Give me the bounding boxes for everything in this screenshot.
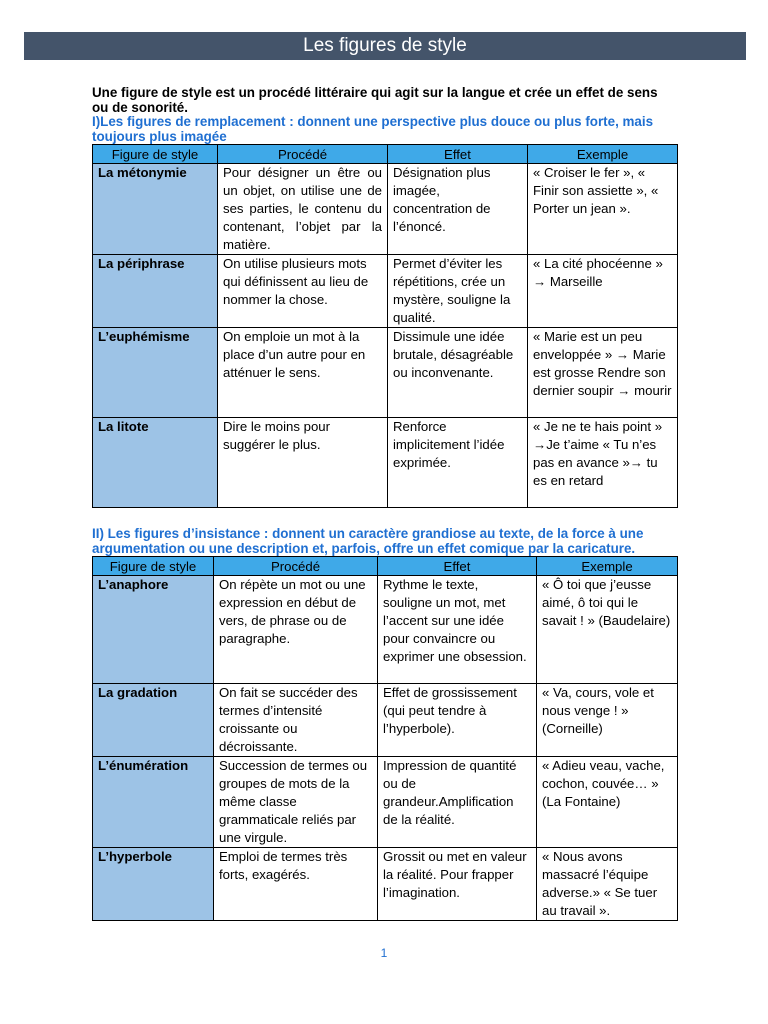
- table-row: [93, 164, 678, 255]
- page-number: 1: [380, 946, 388, 960]
- figure-effet: Effet de grossissement (qui peut tendre à l’hyperbole).: [378, 684, 537, 757]
- figure-name: L’anaphore: [93, 576, 214, 684]
- figure-exemple: « Ô toi que j’eusse aimé, ô toi qui le savait ! » (Baudelaire): [537, 576, 678, 684]
- figure-effet: Grossit ou met en valeur la réalité. Pour frapper l’imagination.: [378, 848, 537, 921]
- section-2-heading: II) Les figures d’insistance : donnent un caractère grandiose au texte, de la force à une argumentation ou une description et, parfois, offre un effet comique par la caricature.: [92, 526, 644, 556]
- figure-name: La litote: [93, 418, 218, 508]
- column-header-exemple: Exemple: [537, 557, 678, 576]
- table-row: [93, 255, 678, 328]
- figure-name: L’hyperbole: [93, 848, 214, 921]
- figure-procede: Dire le moins pour suggérer le plus.: [218, 418, 388, 508]
- table-header-row: [93, 145, 678, 164]
- column-header-exemple: Exemple: [528, 145, 678, 164]
- column-header-procede: Procédé: [214, 557, 378, 576]
- figure-name: L’énumération: [93, 757, 214, 848]
- table-row: [93, 757, 678, 848]
- document-body: [92, 85, 677, 921]
- table-row: [93, 684, 678, 757]
- column-header-procede: Procédé: [218, 145, 388, 164]
- column-header-effet: Effet: [388, 145, 528, 164]
- column-header-figure: Figure de style: [93, 557, 214, 576]
- figure-effet: Renforce implicitement l’idée exprimée.: [388, 418, 528, 508]
- figure-exemple: « Croiser le fer », « Finir son assiette », « Porter un jean ».: [528, 164, 678, 255]
- figure-exemple: « Marie est un peu enveloppée » → Marie est grosse Rendre son dernier soupir → mourir: [528, 328, 678, 418]
- figure-name: La périphrase: [93, 255, 218, 328]
- column-header-effet: Effet: [378, 557, 537, 576]
- figure-effet: Rythme le texte, souligne un mot, met l’accent sur une idée pour convaincre ou exprimer une obsession.: [378, 576, 537, 684]
- column-header-figure: Figure de style: [93, 145, 218, 164]
- figure-exemple: « Nous avons massacré l’équipe adverse.» « Se tuer au travail ».: [537, 848, 678, 921]
- figure-name: La gradation: [93, 684, 214, 757]
- figure-name: La métonymie: [93, 164, 218, 255]
- table-row: [93, 848, 678, 921]
- intro-paragraph: Une figure de style est un procédé littéraire qui agit sur la langue et crée un effet de sens ou de sonorité.: [92, 85, 658, 115]
- figure-exemple: « Va, cours, vole et nous venge ! » (Corneille): [537, 684, 678, 757]
- figure-exemple: « La cité phocéenne » → Marseille: [528, 255, 678, 328]
- figure-procede: On répète un mot ou une expression en début de vers, de phrase ou de paragraphe.: [214, 576, 378, 684]
- figure-procede: On utilise plusieurs mots qui définissent au lieu de nommer la chose.: [218, 255, 388, 328]
- figure-procede: On fait se succéder des termes d’intensité croissante ou décroissante.: [214, 684, 378, 757]
- figure-effet: Permet d’éviter les répétitions, crée un mystère, souligne la qualité.: [388, 255, 528, 328]
- figure-procede: Pour désigner un être ou un objet, on utilise une de ses parties, le contenu du contenant, l’objet par la matière.: [218, 164, 388, 255]
- section-1-heading: I)Les figures de remplacement : donnent une perspective plus douce ou plus forte, mais toujours plus imagée: [92, 114, 654, 144]
- replacement-figures-table: [92, 144, 678, 508]
- insistence-figures-table: [92, 556, 678, 921]
- figure-name: L’euphémisme: [93, 328, 218, 418]
- figure-procede: Emploi de termes très forts, exagérés.: [214, 848, 378, 921]
- figure-procede: On emploie un mot à la place d’un autre pour en atténuer le sens.: [218, 328, 388, 418]
- figure-exemple: « Adieu veau, vache, cochon, couvée… » (La Fontaine): [537, 757, 678, 848]
- table-row: [93, 418, 678, 508]
- table-row: [93, 576, 678, 684]
- table-row: [93, 328, 678, 418]
- figure-effet: Désignation plus imagée, concentration de l’énoncé.: [388, 164, 528, 255]
- figure-procede: Succession de termes ou groupes de mots de la même classe grammaticale reliés par une virgule.: [214, 757, 378, 848]
- page-title: Les figures de style: [24, 32, 746, 60]
- figure-effet: Dissimule une idée brutale, désagréable ou inconvenante.: [388, 328, 528, 418]
- figure-exemple: « Je ne te hais point » →Je t’aime « Tu n’es pas en avance »→ tu es en retard: [528, 418, 678, 508]
- table-header-row: [93, 557, 678, 576]
- figure-effet: Impression de quantité ou de grandeur.Amplification de la réalité.: [378, 757, 537, 848]
